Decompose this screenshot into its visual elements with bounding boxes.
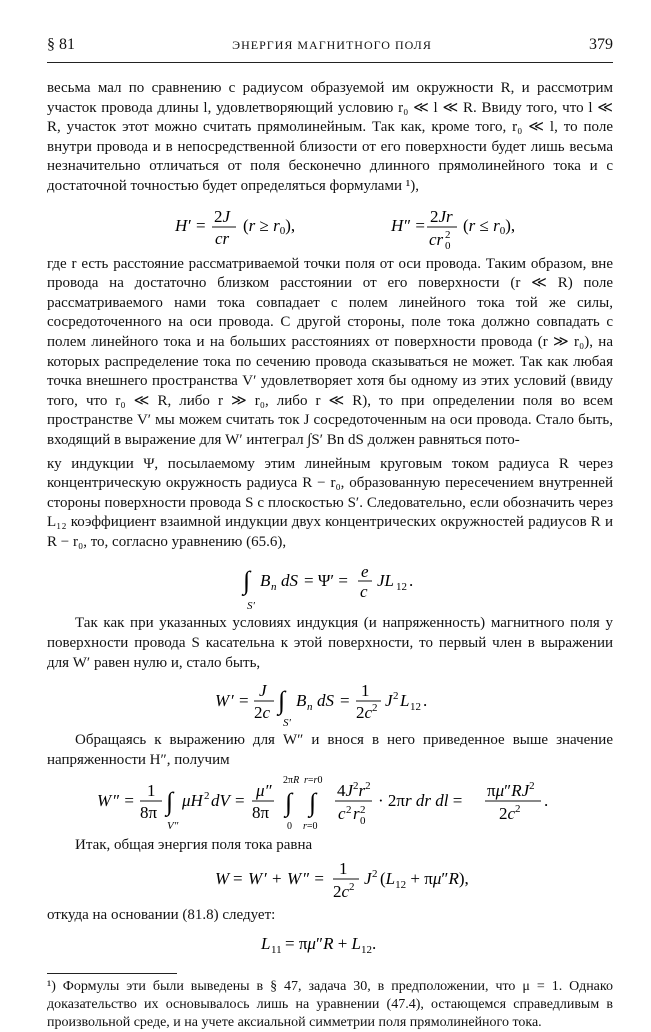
svg-text:2: 2: [360, 804, 366, 817]
paragraph-7: откуда на основании (81.8) следует:: [47, 907, 276, 924]
svg-text:μH: μH: [182, 791, 203, 811]
svg-text:2: 2: [372, 868, 378, 881]
paragraph-5: Обращаясь к выражению для W″ и внося в него приведенное выше значение напряженности H″, получим: [47, 732, 613, 768]
svg-text:B: B: [260, 571, 271, 591]
svg-text:0: 0: [445, 239, 451, 252]
svg-text:=: =: [233, 869, 243, 889]
svg-text:∫: ∫: [278, 686, 286, 716]
svg-text:=: =: [340, 691, 350, 711]
formula-field-strength-svg: [47, 200, 613, 252]
formula-total-energy: [47, 859, 613, 903]
paragraph-6: Итак, общая энергия поля тока равна: [75, 837, 313, 854]
formula-flux: [47, 555, 613, 611]
svg-text:W: W: [215, 869, 230, 889]
svg-text:πμ″RJ2: $\pi\mu''RJ^2$: [487, 780, 535, 801]
svg-text:cr: cr: [429, 229, 444, 249]
svg-text:∫: ∫: [166, 787, 174, 817]
svg-text:S′: S′: [283, 717, 291, 729]
svg-text:2Jr: 2Jr: [430, 206, 453, 226]
svg-text:= Ψ′ =: = Ψ′ =: [304, 571, 348, 591]
svg-text:r=r0: r=r0: [304, 775, 323, 787]
svg-text:L: L: [400, 691, 410, 711]
formula-flux-svg: [47, 555, 613, 611]
svg-text:J: J: [364, 869, 372, 889]
paragraph-1: весьма мал по сравнению с радиусом образуемой им окружности R, и рассмотрим участок провода длины l, удовлетворяющий условию r₀ ≪ l ≪ R. Ввиду того, что l ≪ R, участок этот можно считать прямолинейным. Так как, кроме того, r₀ ≪ l, то поле внутри провода и в непосредственной близости от его поверхности будет лишь весьма незначительно отличаться от поля бесконечно длинного прямолинейного тока и с достаточной точностью будет определяться формулами ¹),: [47, 80, 613, 194]
svg-text:2πR: 2πR: [283, 775, 300, 787]
svg-text:= πμ″R + L12.: = $\pi\mu''R + L_{12}$.: [285, 933, 377, 956]
svg-text:n: n: [307, 701, 313, 714]
svg-text:12: 12: [410, 701, 421, 714]
svg-text:2c: 2c: [254, 703, 271, 723]
svg-text:(r ≥ r0),: (r ≥ r0),: [243, 215, 296, 237]
svg-text:J: J: [259, 681, 267, 701]
svg-text:12: 12: [396, 581, 407, 594]
svg-text:2J: 2J: [214, 206, 231, 226]
svg-text:W: W: [215, 691, 230, 711]
formula-self-inductance: [47, 929, 613, 959]
svg-text:S′: S′: [247, 600, 255, 612]
svg-text:L: L: [261, 933, 271, 953]
svg-text:dS: dS: [317, 691, 334, 711]
formula-field-strength: [47, 200, 613, 252]
svg-text:V″: V″: [167, 820, 179, 833]
svg-text:11: 11: [271, 943, 282, 956]
svg-text:1: 1: [147, 781, 156, 801]
svg-text:W: W: [287, 869, 302, 889]
footnote-text: ¹) Формулы эти были выведены в § 47, задача 30, в предположении, что μ = 1. Однако доказательство их основывалось лишь на уравнении (47.4), остающемся справедливым в произвольной среде, и на учете аксиальной симметрии поля прямолинейного тока.: [47, 978, 613, 1030]
svg-text:∫: ∫: [243, 566, 251, 596]
svg-text:∫: ∫: [309, 788, 317, 818]
svg-text:.: .: [544, 791, 549, 811]
svg-text:.: .: [423, 691, 428, 711]
svg-text:cr: cr: [215, 228, 230, 248]
chapter-title: ЭНЕРГИЯ МАГНИТНОГО ПОЛЯ: [232, 38, 432, 52]
svg-text:4J2r2: $4J^2r^2$: [337, 780, 371, 801]
section-number: § 81: [47, 36, 75, 53]
svg-text:=: =: [235, 791, 245, 811]
svg-text:2: 2: [204, 790, 210, 803]
svg-text:B: B: [296, 691, 307, 711]
svg-text:c: c: [360, 582, 368, 602]
svg-text:(r ≤ r0),: (r ≤ r0),: [463, 215, 516, 237]
svg-text:2c2: $2c^2$: [499, 803, 521, 824]
svg-text:r=0: r=0: [303, 821, 318, 833]
svg-text:2c2: $2c^2$: [333, 881, 355, 902]
page-number: 379: [589, 36, 613, 53]
running-header: [47, 36, 613, 63]
formula-w-double-prime-svg: [47, 773, 613, 833]
paragraph-2: где r есть расстояние рассматриваемой точки поля от оси провода. Таким образом, вне провода на достаточно близком расстоянии от его поверхности (r ≪ R) поле рассматриваемого нами тока совпадает с полем линейного тока той же силы, сосредоточенного на оси провода. С другой стороны, поле тока должно совпадать с полем линейного тока и на больших расстояниях от поверхности провода (r ≫ r₀), на которых распределение тока по сечению провода сказываться не может. Так как любая точка внешнего пространства V′ удовлетворяет хотя бы одному из этих условий (ввиду того, что r₀ ≪ R, либо r ≫ r₀, либо r ≪ R), то при определении поля во всем пространстве V′ мы можем считать ток J сосредоточенным на оси провода. Стало быть, входящий в выражение для W′ интеграл ∫S′ Bn dS должен равняться пото-: [47, 255, 613, 448]
formula-self-inductance-svg: [47, 929, 613, 959]
svg-text:n: n: [271, 581, 277, 594]
svg-text:H: H: [175, 215, 188, 235]
svg-text:dS: dS: [281, 571, 298, 591]
svg-text:8π: 8π: [252, 803, 270, 823]
svg-text:0: 0: [360, 815, 366, 828]
svg-text:JL: JL: [377, 571, 394, 591]
svg-text:W: W: [248, 869, 263, 889]
formula-w-double-prime: [47, 773, 613, 833]
svg-text:(L12 + πμ″R),: $(L_{12} + \pi\mu''R)$,: [380, 869, 469, 892]
svg-text:0: 0: [287, 821, 292, 833]
svg-text:″ =: ″ =: [113, 791, 134, 811]
svg-text:2: 2: [346, 804, 352, 817]
svg-text:″ =: ″ =: [303, 869, 324, 889]
svg-text:2: 2: [393, 690, 399, 703]
svg-text:′ =: ′ =: [188, 215, 206, 235]
svg-text:W: W: [97, 791, 112, 811]
formula-w-prime: [47, 676, 613, 728]
svg-text:c: c: [338, 804, 346, 824]
svg-text:″ =: ″ =: [404, 215, 425, 235]
svg-text:e: e: [361, 562, 369, 582]
formula-total-energy-svg: [47, 859, 613, 903]
svg-text:· 2πr dr dl =: · 2πr dr dl =: [378, 791, 463, 811]
formula-w-prime-svg: [47, 676, 613, 728]
paragraph-3: ку индукции Ψ, посылаемому этим линейным круговым током радиуса R через концентрическую окружность радиуса R − r₀, образованную пересечением внутренней стороны поверхности провода S с плоскостью S′. Следовательно, если обозначить через L₁₂ коэффициент взаимной индукции двух концентрических окружностей радиусов R и R − r₀, то, согласно уравнению (65.6),: [47, 455, 613, 550]
svg-text:∫: ∫: [285, 788, 293, 818]
svg-text:′ +: ′ +: [264, 869, 282, 889]
svg-text:H: H: [391, 215, 404, 235]
page-body: [47, 79, 613, 1032]
paragraph-4: Так как при указанных условиях индукция (и напряженность) магнитного поля у поверхности провода S касательна к этой поверхности, то первый член в выражении для W′ равен нулю и, стало быть,: [47, 615, 613, 671]
footnote: [47, 978, 613, 1032]
svg-text:8π: 8π: [140, 803, 158, 823]
svg-text:1: 1: [339, 859, 348, 879]
svg-text:2: 2: [445, 228, 451, 241]
svg-text:J: J: [385, 691, 393, 711]
svg-text:2c2: $2c^2$: [356, 702, 378, 723]
book-page: [47, 36, 613, 1030]
svg-text:dV: dV: [211, 791, 230, 811]
svg-text:r: r: [353, 804, 360, 824]
footnote-rule: [47, 973, 177, 974]
svg-text:1: 1: [361, 681, 370, 701]
svg-text:μ″: μ″: [256, 781, 272, 801]
svg-text:′ =: ′ =: [231, 691, 249, 711]
svg-text:.: .: [409, 571, 414, 591]
